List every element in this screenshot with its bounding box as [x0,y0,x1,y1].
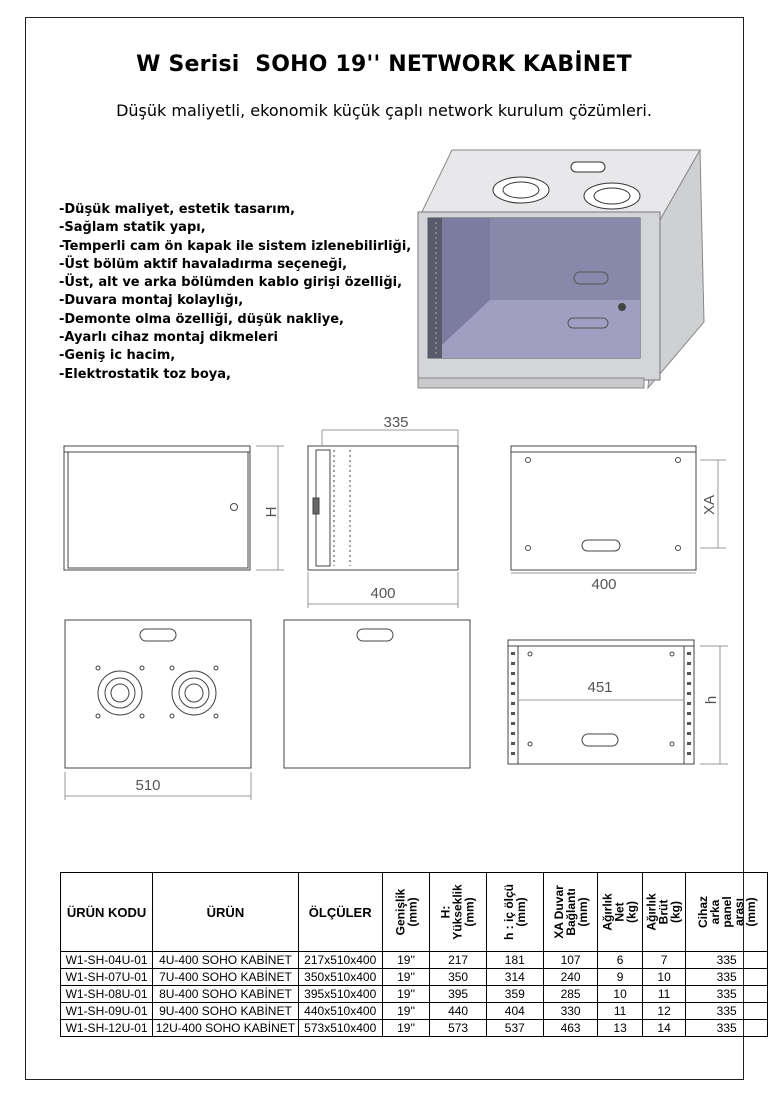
cell-size: 217x510x400 [298,952,382,969]
col-header-code: ÜRÜN KODU [61,873,153,952]
cell-width: 19'' [382,1003,430,1020]
cell-size: 440x510x400 [298,1003,382,1020]
cell-height: 350 [430,969,486,986]
col-header-inner: h : iç ölçü (mm) [486,873,543,952]
spec-table [60,872,768,1037]
cell-code: W1-SH-08U-01 [61,986,153,1003]
inner-height-label: h [703,695,720,705]
page-subtitle: Düşük maliyetli, ekonomik küçük çaplı network kurulum çözümleri. [116,101,652,120]
cell-panel: 335 [686,1020,768,1037]
cell-size: 395x510x400 [298,986,382,1003]
cell-height: 217 [430,952,486,969]
side-depth-top-label: 335 [383,414,409,431]
cell-panel: 335 [686,986,768,1003]
cell-gross: 7 [642,952,686,969]
col-header-xa: XA Duvar Bağlantı (mm) [543,873,598,952]
cell-gross: 10 [642,969,686,986]
cell-xa: 330 [543,1003,598,1020]
cell-inner: 314 [486,969,543,986]
bottom-view-drawing [284,620,470,768]
col-header-net: Ağırlık Net (kg) [598,873,642,952]
cell-net: 13 [598,1020,642,1037]
table-row [61,1020,768,1037]
cell-gross: 14 [642,1020,686,1037]
cell-xa: 463 [543,1020,598,1037]
cell-product: 12U-400 SOHO KABİNET [153,1020,299,1037]
front-view-drawing [64,446,284,570]
top-view-drawing [65,620,251,800]
feature-item: -Üst, alt ve arka bölümden kablo girişi özelliği, [59,275,403,291]
cell-gross: 12 [642,1003,686,1020]
col-header-gross: Ağırlık Brüt (kg) [642,873,686,952]
side-view-drawing [308,430,458,608]
cell-height: 573 [430,1020,486,1037]
cell-width: 19'' [382,952,430,969]
col-header-height: H: Yükseklik (mm) [430,873,486,952]
cell-height: 395 [430,986,486,1003]
cell-product: 4U-400 SOHO KABİNET [153,952,299,969]
cell-width: 19'' [382,969,430,986]
top-width-label: 510 [135,777,161,794]
cell-code: W1-SH-09U-01 [61,1003,153,1020]
cell-net: 11 [598,1003,642,1020]
inner-rack-drawing [508,640,728,764]
feature-item: -Düşük maliyet, estetik tasarım, [59,202,296,217]
inner-width-label: 451 [587,679,613,696]
feature-item: -Demonte olma özelliği, düşük nakliye, [59,311,344,327]
cell-xa: 285 [543,986,598,1003]
table-row [61,969,768,986]
cell-width: 19'' [382,1020,430,1037]
cell-code: W1-SH-04U-01 [61,952,153,969]
cell-net: 10 [598,986,642,1003]
cell-xa: 240 [543,969,598,986]
back-view-drawing [511,446,726,573]
cell-size: 573x510x400 [298,1020,382,1037]
col-header-product: ÜRÜN [153,873,299,952]
page-title: W Serisi SOHO 19'' NETWORK KABİNET [136,52,632,77]
col-header-size: ÖLÇÜLER [298,873,382,952]
cell-code: W1-SH-12U-01 [61,1020,153,1037]
cell-code: W1-SH-07U-01 [61,969,153,986]
table-row [61,952,768,969]
table-row [61,986,768,1003]
side-depth-bottom-label: 400 [370,585,396,602]
front-height-label: H [263,506,280,518]
cell-inner: 181 [486,952,543,969]
feature-item: -Ayarlı cihaz montaj dikmeleri [59,330,278,346]
feature-item: -Geniş ic hacim, [59,348,176,364]
cell-width: 19'' [382,986,430,1003]
cell-net: 6 [598,952,642,969]
cell-gross: 11 [642,986,686,1003]
feature-item: -Temperli cam ön kapak ile sistem izlenebilirliği, [59,238,412,254]
cell-panel: 335 [686,1003,768,1020]
feature-item: -Elektrostatik toz boya, [59,366,231,382]
cell-product: 7U-400 SOHO KABİNET [153,969,299,986]
cabinet-3d-render [418,150,704,388]
cell-inner: 404 [486,1003,543,1020]
col-header-panel: Cihaz arka panel arası (mm) [686,873,768,952]
table-row [61,1003,768,1020]
feature-item: -Duvara montaj kolaylığı, [59,293,244,309]
cell-panel: 335 [686,952,768,969]
table-header-row [61,873,768,952]
back-width-label: 400 [591,576,617,593]
col-header-width: Genişlik (mm) [382,873,430,952]
back-xa-label: XA [701,494,718,516]
cell-panel: 335 [686,969,768,986]
feature-item: -Üst bölüm aktif havaladırma seçeneği, [59,256,348,272]
cell-height: 440 [430,1003,486,1020]
cell-inner: 537 [486,1020,543,1037]
cell-net: 9 [598,969,642,986]
cell-inner: 359 [486,986,543,1003]
feature-item: -Sağlam statik yapı, [59,220,206,236]
cell-size: 350x510x400 [298,969,382,986]
cell-product: 9U-400 SOHO KABİNET [153,1003,299,1020]
cell-xa: 107 [543,952,598,969]
cell-product: 8U-400 SOHO KABİNET [153,986,299,1003]
